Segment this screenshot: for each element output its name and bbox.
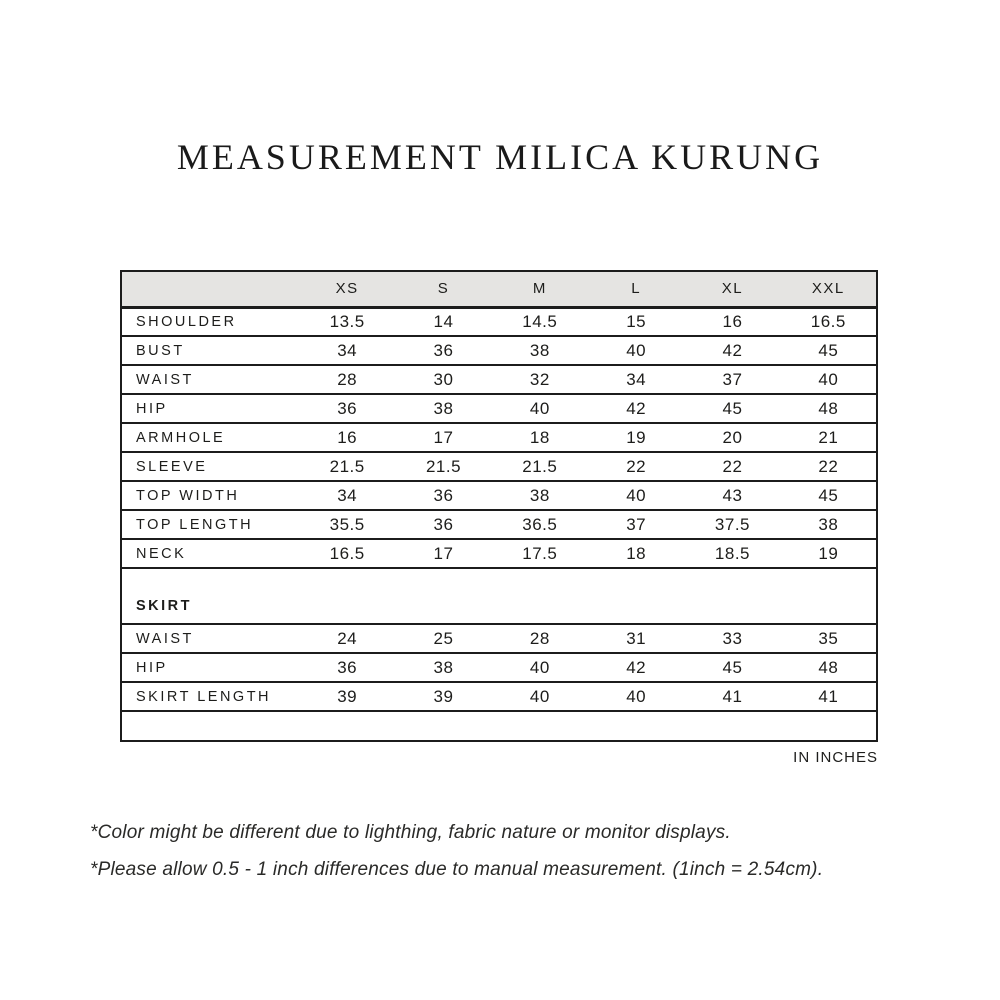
cell-value: 36 bbox=[433, 340, 454, 360]
cell-value: 36 bbox=[337, 657, 358, 677]
cell-value: 16.5 bbox=[329, 543, 365, 563]
size-col-header: XL bbox=[684, 271, 780, 307]
unit-note: IN INCHES bbox=[793, 749, 878, 766]
row-label: TOP LENGTH bbox=[136, 516, 254, 533]
cell-value: 16 bbox=[722, 311, 743, 331]
cell-value: 22 bbox=[626, 456, 647, 476]
cell-value: 31 bbox=[626, 628, 647, 648]
cell-value: 14.5 bbox=[522, 311, 558, 331]
cell-value: 42 bbox=[626, 398, 647, 418]
cell-value: 45 bbox=[818, 485, 839, 505]
cell-value: 36 bbox=[337, 398, 358, 418]
footnote-measurement-disclaimer: *Please allow 0.5 - 1 inch differences due to manual measurement. (1inch = 2.54cm). bbox=[90, 859, 824, 880]
cell-value: 39 bbox=[337, 686, 358, 706]
row-label: WAIST bbox=[136, 630, 194, 647]
cell-value: 37.5 bbox=[714, 514, 751, 534]
empty-cell bbox=[684, 568, 780, 624]
empty-cell bbox=[299, 568, 395, 624]
footnotes bbox=[90, 822, 970, 896]
cell-value: 19 bbox=[626, 427, 647, 447]
row-label: SLEEVE bbox=[136, 458, 208, 475]
footnote-color-disclaimer: *Color might be different due to lighthing, fabric nature or monitor displays. bbox=[90, 822, 731, 843]
size-col-header: L bbox=[588, 271, 684, 307]
cell-value: 16 bbox=[337, 427, 358, 447]
row-label: TOP WIDTH bbox=[136, 487, 240, 504]
row-label: SHOULDER bbox=[136, 313, 237, 330]
cell-value: 18 bbox=[529, 427, 550, 447]
empty-cell bbox=[588, 568, 684, 624]
cell-value: 41 bbox=[722, 686, 743, 706]
row-label: BUST bbox=[136, 342, 185, 359]
table-row bbox=[121, 624, 877, 653]
cell-value: 45 bbox=[722, 398, 743, 418]
cell-value: 18.5 bbox=[714, 543, 751, 563]
table-row bbox=[121, 653, 877, 682]
cell-value: 40 bbox=[529, 657, 550, 677]
cell-value: 24 bbox=[337, 628, 358, 648]
table-row bbox=[121, 481, 877, 510]
cell-value: 21.5 bbox=[425, 456, 462, 476]
cell-value: 38 bbox=[433, 398, 454, 418]
measurement-table bbox=[120, 270, 878, 742]
size-col-header: M bbox=[492, 271, 588, 307]
cell-value: 48 bbox=[818, 657, 839, 677]
cell-value: 36.5 bbox=[522, 514, 558, 534]
cell-value: 45 bbox=[722, 657, 743, 677]
cell-value: 18 bbox=[626, 543, 647, 563]
cell-value: 40 bbox=[626, 686, 647, 706]
table-header bbox=[121, 271, 877, 307]
cell-value: 25 bbox=[433, 628, 454, 648]
cell-value: 35 bbox=[818, 628, 839, 648]
cell-value: 16.5 bbox=[810, 311, 846, 331]
empty-bottom-row bbox=[121, 711, 877, 741]
size-header-row bbox=[121, 271, 877, 307]
table-row bbox=[121, 365, 877, 394]
empty-cell bbox=[395, 568, 491, 624]
size-col-header: XS bbox=[299, 271, 395, 307]
row-label: NECK bbox=[136, 545, 187, 562]
size-col-header: S bbox=[395, 271, 491, 307]
table-row bbox=[121, 423, 877, 452]
cell-value: 35.5 bbox=[329, 514, 365, 534]
empty-cell bbox=[121, 711, 877, 741]
cell-value: 42 bbox=[722, 340, 743, 360]
cell-value: 21 bbox=[818, 427, 839, 447]
page-title: MEASUREMENT MILICA KURUNG bbox=[176, 137, 824, 177]
cell-value: 30 bbox=[433, 369, 454, 389]
size-col-header: XXL bbox=[781, 271, 877, 307]
empty-cell bbox=[781, 568, 877, 624]
cell-value: 28 bbox=[337, 369, 358, 389]
table-body bbox=[121, 307, 877, 741]
cell-value: 36 bbox=[433, 514, 454, 534]
table-row bbox=[121, 394, 877, 423]
cell-value: 38 bbox=[433, 657, 454, 677]
cell-value: 40 bbox=[529, 686, 550, 706]
cell-value: 40 bbox=[626, 340, 647, 360]
cell-value: 14 bbox=[433, 311, 454, 331]
cell-value: 32 bbox=[529, 369, 550, 389]
cell-value: 40 bbox=[529, 398, 550, 418]
cell-value: 48 bbox=[818, 398, 839, 418]
cell-value: 19 bbox=[818, 543, 839, 563]
cell-value: 17 bbox=[433, 427, 454, 447]
cell-value: 37 bbox=[722, 369, 743, 389]
cell-value: 22 bbox=[722, 456, 743, 476]
cell-value: 37 bbox=[626, 514, 647, 534]
cell-value: 20 bbox=[722, 427, 743, 447]
row-label: HIP bbox=[136, 659, 168, 676]
cell-value: 17 bbox=[433, 543, 454, 563]
table-row bbox=[121, 307, 877, 336]
cell-value: 22 bbox=[818, 456, 839, 476]
cell-value: 17.5 bbox=[522, 543, 558, 563]
table-row bbox=[121, 452, 877, 481]
cell-value: 13.5 bbox=[329, 311, 365, 331]
cell-value: 38 bbox=[529, 340, 550, 360]
table-row bbox=[121, 539, 877, 568]
cell-value: 43 bbox=[722, 485, 743, 505]
cell-value: 36 bbox=[433, 485, 454, 505]
cell-value: 34 bbox=[626, 369, 647, 389]
empty-cell bbox=[492, 568, 588, 624]
cell-value: 40 bbox=[626, 485, 647, 505]
cell-value: 34 bbox=[337, 485, 358, 505]
cell-value: 45 bbox=[818, 340, 839, 360]
skirt-section-row bbox=[121, 568, 877, 624]
cell-value: 28 bbox=[529, 628, 550, 648]
cell-value: 41 bbox=[818, 686, 839, 706]
cell-value: 34 bbox=[337, 340, 358, 360]
cell-value: 42 bbox=[626, 657, 647, 677]
table-row bbox=[121, 336, 877, 365]
table-row bbox=[121, 510, 877, 539]
corner-cell bbox=[121, 271, 299, 307]
cell-value: 40 bbox=[818, 369, 839, 389]
cell-value: 38 bbox=[818, 514, 839, 534]
row-label: SKIRT LENGTH bbox=[136, 688, 272, 705]
row-label: HIP bbox=[136, 400, 168, 417]
cell-value: 21.5 bbox=[522, 456, 558, 476]
cell-value: 39 bbox=[433, 686, 454, 706]
cell-value: 33 bbox=[722, 628, 743, 648]
table-row bbox=[121, 682, 877, 711]
cell-value: 38 bbox=[529, 485, 550, 505]
row-label: WAIST bbox=[136, 371, 194, 388]
row-label: ARMHOLE bbox=[136, 429, 226, 446]
cell-value: 21.5 bbox=[329, 456, 365, 476]
cell-value: 15 bbox=[626, 311, 647, 331]
section-label: SKIRT bbox=[136, 598, 192, 614]
